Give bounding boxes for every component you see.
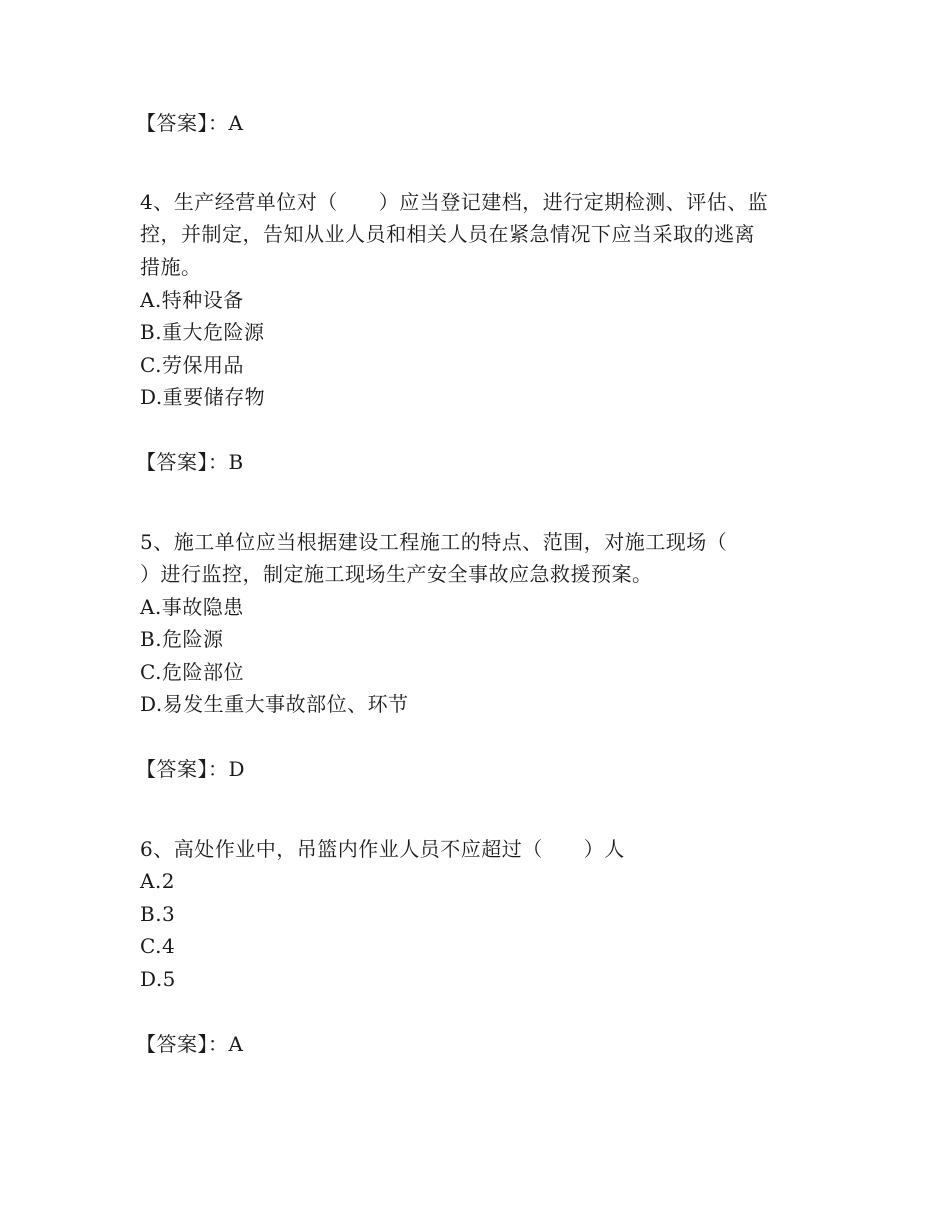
question-6-option-a: A.2 (140, 869, 176, 893)
question-4-option-c: C.劳保用品 (140, 353, 244, 377)
question-6-line-1: 6、高处作业中，吊篮内作业人员不应超过（ ）人 (140, 837, 625, 861)
question-4-line-1: 4、生产经营单位对（ ）应当登记建档，进行定期检测、评估、监 (140, 190, 769, 214)
question-5-option-d: D.易发生重大事故部位、环节 (140, 692, 409, 716)
question-4-answer: 【答案】：B (136, 450, 244, 474)
answer-line: 【答案】：A (136, 111, 244, 135)
question-5-answer: 【答案】：D (136, 757, 246, 781)
question-5-line-2: ）进行监控，制定施工现场生产安全事故应急救援预案。 (140, 562, 653, 586)
question-4-option-d: D.重要储存物 (140, 385, 266, 409)
question-5-option-b: B.危险源 (140, 627, 224, 651)
question-5-option-a: A.事故隐患 (140, 595, 244, 619)
question-6-answer: 【答案】：A (136, 1032, 244, 1056)
question-5-option-c: C.危险部位 (140, 660, 244, 684)
question-4-line-2: 控，并制定，告知从业人员和相关人员在紧急情况下应当采取的逃离 (140, 222, 755, 246)
question-4-option-a: A.特种设备 (140, 288, 244, 312)
question-4-line-3: 措施。 (140, 255, 202, 279)
question-6-option-c: C.4 (140, 934, 176, 958)
question-5-line-1: 5、施工单位应当根据建设工程施工的特点、范围，对施工现场（ (140, 530, 728, 554)
question-4-option-b: B.重大危险源 (140, 320, 265, 344)
question-6-option-b: B.3 (140, 902, 176, 926)
question-6-option-d: D.5 (140, 967, 176, 991)
